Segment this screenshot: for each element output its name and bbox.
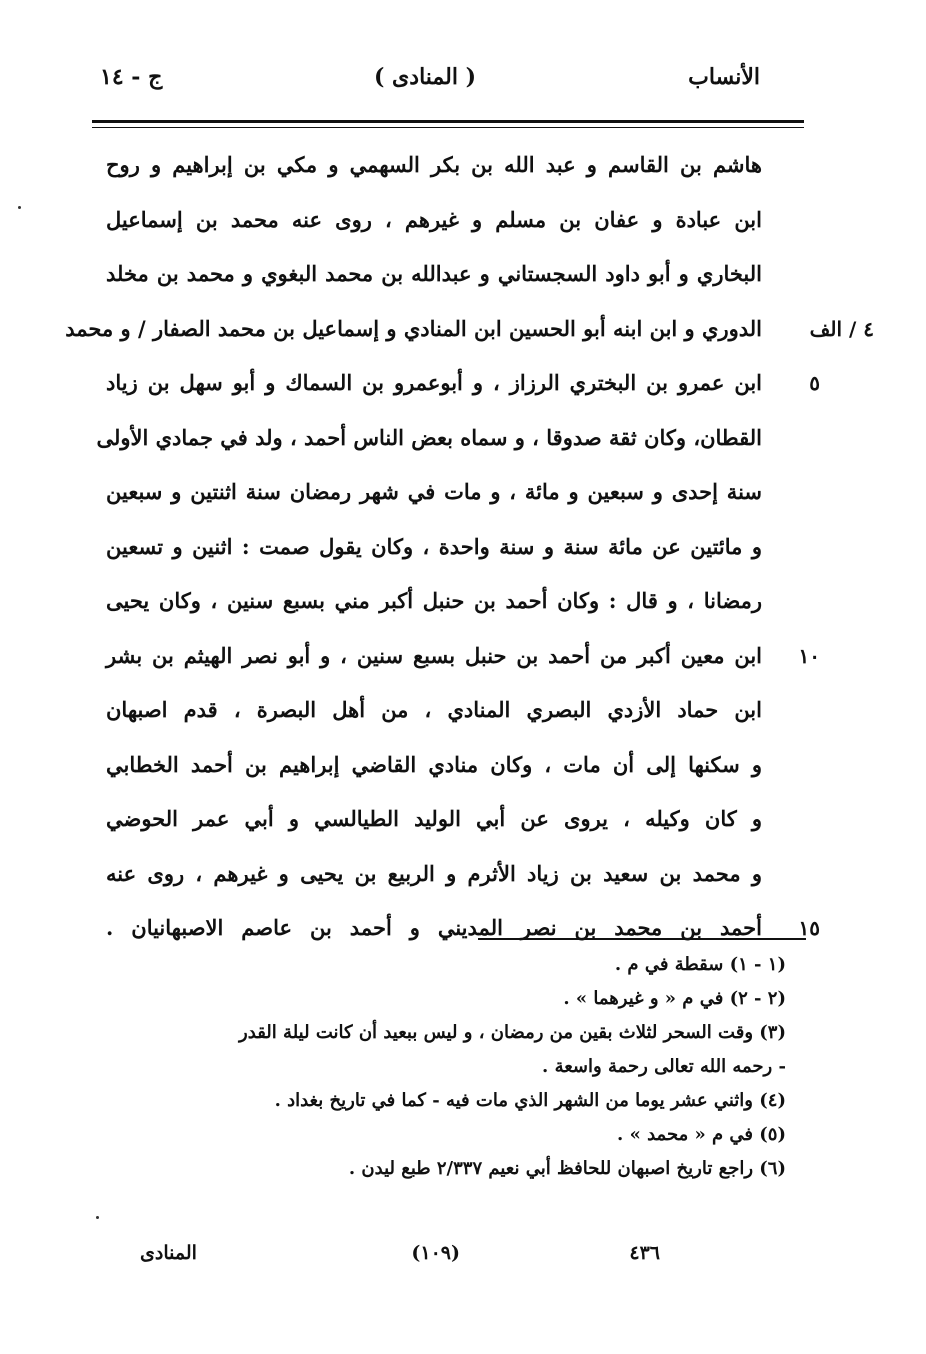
line-text: أحمد بن محمد بن نصر المديني و أحمد بن عاصم الاصبهانيان . (106, 915, 762, 940)
text-line (65, 302, 874, 357)
text-line (96, 411, 762, 466)
header-rule (92, 120, 804, 123)
header-volume: ج - ١٤ (100, 64, 163, 90)
footnotes (110, 948, 786, 1186)
line-number: ١٠ (798, 643, 820, 668)
line-text: و سكنها إلى أن مات ، وكان منادي القاضي إبراهيم بن أحمد الخطابي (106, 751, 762, 777)
text-line (106, 356, 820, 411)
text-line (106, 847, 762, 902)
text-line (106, 792, 762, 847)
footnote: (١ - ١) سقطة في م . (614, 954, 786, 975)
text-line (106, 629, 820, 684)
running-header (90, 64, 760, 112)
line-number: ٥ (809, 371, 820, 395)
text-line (106, 683, 762, 738)
footnote: (٥) في م « محمد » . (617, 1124, 786, 1145)
scan-speck (18, 206, 21, 209)
line-text: ابن حماد الأزدي البصري المنادي ، من أهل البصرة ، قدم اصبهان (106, 697, 762, 722)
scan-speck (96, 1216, 99, 1219)
footnote: - رحمه الله تعالى رحمة واسعة . (542, 1056, 786, 1077)
line-text: رمضانا ، و قال : وكان أحمد بن حنبل أكبر مني بسبع سنين ، وكان يحيى (106, 588, 762, 613)
page-footer (140, 1242, 660, 1276)
text-line (106, 465, 762, 520)
footnote: (٢ - ٢) في م « و غيرهما » . (563, 988, 786, 1009)
text-line (106, 193, 762, 248)
text-line (106, 247, 762, 302)
text-line (106, 738, 762, 793)
line-text: الدوري و ابن ابنه أبو الحسين ابن المنادي و إسماعيل بن محمد الصفار / و محمد (65, 315, 762, 341)
footnote-separator (478, 938, 806, 940)
line-text: ابن معين أكبر من أحمد بن حنبل بسبع سنين ، و أبو نصر الهيثم بن بشر (106, 642, 762, 668)
footer-entry-title: المنادى (140, 1242, 197, 1264)
line-text: ابن عمرو بن البختري الرزاز ، و أبوعمرو بن السماك و أبو سهل بن زياد (106, 370, 762, 395)
line-text: و محمد بن سعيد بن زياد الأثرم و الربيع بن يحيى و غيرهم ، روى عنه (106, 860, 762, 886)
footnote: (٣) وقت السحر لثلاث بقين من رمضان ، و ليس ببعيد أن كانت ليلة القدر (239, 1022, 786, 1043)
text-line (106, 574, 762, 629)
footnote: (٤) واثني عشر يوما من الشهر الذي مات فيه - كما في تاريخ بغداد . (274, 1090, 786, 1111)
header-entry-title: ( المنادى ) (373, 64, 477, 90)
line-text: و كان وكيله ، يروى عن أبي الوليد الطيالسي و أبي عمر الحوضي (106, 806, 762, 831)
text-line (106, 520, 762, 575)
main-text (65, 138, 874, 956)
text-line (106, 138, 762, 193)
line-text: ابن عبادة و عفان بن مسلم و غيرهم ، روى عنه محمد بن إسماعيل (106, 206, 762, 232)
entry-number: (١٠٩) (411, 1242, 460, 1264)
line-text: القطان، وكان ثقة صدوقا ، و سماه بعض الناس أحمد ، ولد في جمادي الأولى (96, 424, 762, 450)
line-number: ١٥ (798, 916, 820, 940)
header-rule-thin (92, 127, 804, 128)
line-text: سنة إحدى و سبعين و مائة ، و مات في شهر رمضان سنة اثنتين و سبعين (106, 479, 762, 504)
footnote: (٦) راجع تاريخ اصبهان للحافظ أبي نعيم ٢/٣٣٧ طبع ليدن . (348, 1158, 786, 1179)
line-text: هاشم بن القاسم و عبد الله بن بكر السهمي و مكي بن إبراهيم و روح (106, 152, 762, 177)
line-text: و مائتين عن مائة سنة و سنة واحدة ، وكان يقول صمت : اثنين و تسعين (106, 533, 762, 559)
margin-note: ٤ / الف (809, 316, 874, 341)
line-text: البخاري و أبو داود السجستاني و عبدالله بن محمد البغوي و محمد بن مخلد (106, 261, 762, 286)
header-book-title: الأنساب (688, 64, 760, 90)
page-number: ٤٣٦ (629, 1242, 660, 1264)
